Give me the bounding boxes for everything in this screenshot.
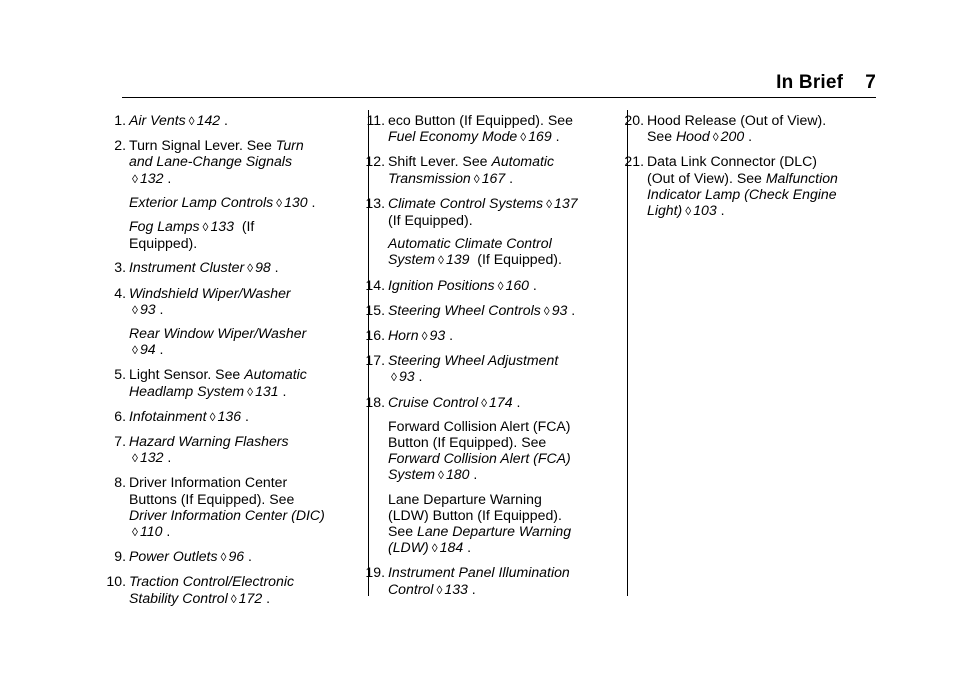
page-link[interactable]: 131 <box>255 382 279 399</box>
page-link[interactable]: 137 <box>554 194 578 211</box>
list-item: 4. Windshield Wiper/Washer ◊ 93 . Rear Window Wiper/Washer ◊ 94 . <box>114 284 307 358</box>
page-link[interactable]: 93 <box>551 301 568 318</box>
page-link[interactable]: 184 <box>439 539 464 556</box>
page-ref-icon: ◊ <box>247 384 254 399</box>
list-item: 9. Power Outlets ◊ 96 . <box>114 548 252 565</box>
ref-link[interactable]: Traction Control/Electronic <box>129 573 295 590</box>
page-ref-icon: ◊ <box>520 130 527 145</box>
page-header <box>776 72 876 94</box>
page-link[interactable]: 167 <box>481 169 506 186</box>
page-ref-icon: ◊ <box>438 468 444 483</box>
ref-link[interactable]: Malfunction <box>765 169 838 186</box>
ref-link[interactable]: Instrument Cluster <box>129 259 245 276</box>
page-link[interactable]: 110 <box>139 523 163 540</box>
list-item: 18. Cruise Control ◊ 174 . Forward Collision Alert (FCA) Button (If Equipped). See Forward Collision Alert (FCA) System ◊ 180 . Lane Departure Warning (LDW) Button (If Equipped). See Lane Departure Warning (LDW) ◊ 184 . <box>365 393 572 556</box>
column-2 <box>363 112 621 606</box>
header-rule <box>122 97 876 98</box>
page-link[interactable]: 93 <box>398 368 415 385</box>
page-link[interactable]: 94 <box>139 341 156 358</box>
list-item: 7. Hazard Warning Flashers ◊ 132 . <box>114 433 289 466</box>
column-1 <box>104 112 362 615</box>
list-item: 8. Driver Information Center Buttons (If Equipped). See Driver Information Center (DIC) ◊ 110 . <box>114 474 325 540</box>
ref-link[interactable]: Control <box>388 580 434 597</box>
list-item: 17. Steering Wheel Adjustment ◊ 93 . <box>365 352 559 385</box>
list-item: 10. Traction Control/Electronic Stability Control ◊ 172 . <box>106 573 295 606</box>
ref-link[interactable]: Cruise Control <box>388 393 479 410</box>
page-link[interactable]: 180 <box>445 466 470 483</box>
list-item: 14. Ignition Positions ◊ 160 . <box>365 276 537 293</box>
ref-link[interactable]: (LDW) <box>388 539 429 556</box>
page-ref-icon: ◊ <box>712 130 719 145</box>
ref-link[interactable]: and Lane-Change Signals <box>129 153 292 170</box>
page-link[interactable]: 93 <box>429 327 446 344</box>
ref-link[interactable]: Light) <box>647 202 683 219</box>
page-link[interactable]: 169 <box>528 128 552 145</box>
page-ref-icon: ◊ <box>481 395 488 410</box>
page-ref-icon: ◊ <box>543 303 550 318</box>
page-ref-icon: ◊ <box>391 370 397 385</box>
page-ref-icon: ◊ <box>438 253 444 268</box>
ref-link[interactable]: System <box>388 466 435 483</box>
ref-link[interactable]: Infotainment <box>129 407 207 424</box>
page-link[interactable]: 142 <box>196 112 221 128</box>
ref-link[interactable]: Instrument Panel Illumination <box>388 564 570 581</box>
page-link[interactable]: 96 <box>228 548 245 565</box>
ref-link[interactable]: Lane Departure Warning <box>417 523 572 540</box>
page-ref-icon: ◊ <box>276 195 283 210</box>
section-title: In Brief <box>776 72 844 93</box>
ref-link[interactable]: Turn <box>275 137 304 154</box>
page-number: 7 <box>865 72 876 93</box>
page-ref-icon: ◊ <box>132 525 138 540</box>
list-item: 2. Turn Signal Lever. See Turn and Lane-Change Signals ◊ 132 . Exterior Lamp Controls ◊ 130 . Fog Lamps ◊ 133 (If Equipped). <box>114 137 316 252</box>
page-link[interactable]: 103 <box>693 202 717 219</box>
page-link[interactable]: 160 <box>505 276 530 293</box>
list-item: 6. Infotainment ◊ 136 . <box>114 407 249 424</box>
page-ref-icon: ◊ <box>247 261 254 276</box>
ref-link[interactable]: Hazard Warning Flashers <box>129 433 289 450</box>
page-ref-icon: ◊ <box>436 582 443 597</box>
ref-link[interactable]: Forward Collision Alert (FCA) <box>388 450 571 467</box>
page-ref-icon: ◊ <box>209 409 216 424</box>
ref-link[interactable]: Headlamp System <box>129 382 245 399</box>
list-item: 13. Climate Control Systems ◊ 137 (If Equipped). Automatic Climate Control System ◊ 139 (If Equipped). <box>365 194 578 268</box>
page-link[interactable]: 136 <box>217 407 242 424</box>
list-item: 12. Shift Lever. See Automatic Transmission ◊ 167 . <box>365 153 555 186</box>
list-item: 1. Air Vents ◊ 142 . <box>114 112 228 128</box>
ref-link[interactable]: System <box>388 251 435 268</box>
page-ref-icon: ◊ <box>132 451 138 466</box>
ref-link[interactable]: Fog Lamps <box>129 218 200 235</box>
page-ref-icon: ◊ <box>132 343 138 358</box>
ref-link[interactable]: Stability Control <box>129 589 228 606</box>
page-ref-icon: ◊ <box>132 171 138 186</box>
page-link[interactable]: 93 <box>139 300 156 317</box>
list-item: 11. eco Button (If Equipped). See Fuel Economy Mode ◊ 169 . <box>366 112 573 145</box>
page-link[interactable]: 132 <box>139 449 164 466</box>
ref-link[interactable]: Driver Information Center (DIC) <box>129 506 325 523</box>
page-link[interactable]: 174 <box>489 393 513 410</box>
page-ref-icon: ◊ <box>473 171 480 186</box>
page-link[interactable]: 132 <box>139 169 164 186</box>
page-ref-icon: ◊ <box>202 220 209 235</box>
ref-link[interactable]: Power Outlets <box>129 548 218 565</box>
list-item: 15. Steering Wheel Controls ◊ 93 . <box>365 301 576 318</box>
list-item: 5. Light Sensor. See Automatic Headlamp System ◊ 131 . <box>114 366 307 399</box>
page-link[interactable]: 172 <box>238 589 263 606</box>
list-item: 19. Instrument Panel Illumination Control ◊ 133 . <box>365 564 570 597</box>
page-ref-icon: ◊ <box>421 329 428 344</box>
page-link[interactable]: 130 <box>284 193 308 210</box>
ref-link[interactable]: Windshield Wiper/Washer <box>129 284 291 301</box>
page-ref-icon: ◊ <box>220 550 227 565</box>
page-ref-icon: ◊ <box>132 302 138 317</box>
ref-link[interactable]: Automatic <box>244 366 307 383</box>
list-item: 3. Instrument Cluster ◊ 98 . <box>114 259 279 276</box>
ref-link[interactable]: Hood <box>676 128 710 145</box>
page-link[interactable]: 98 <box>255 259 271 276</box>
ref-link[interactable]: Fuel Economy Mode <box>388 128 518 145</box>
ref-link[interactable]: Steering Wheel Adjustment <box>388 352 559 369</box>
ref-link[interactable]: Exterior Lamp Controls <box>129 193 274 210</box>
page-ref-icon: ◊ <box>685 204 692 219</box>
ref-link[interactable]: Air Vents <box>129 112 186 128</box>
list-item: 21. Data Link Connector (DLC) (Out of View). See Malfunction Indicator Lamp (Check Engine Light) ◊ 103 . <box>624 153 838 219</box>
page-link[interactable]: 133 <box>210 218 234 235</box>
page-ref-icon: ◊ <box>431 541 438 556</box>
column-3 <box>622 112 880 227</box>
ref-link[interactable]: Automatic Climate Control <box>388 235 552 252</box>
list-item: 16. Horn ◊ 93 . <box>365 327 454 344</box>
page-ref-icon: ◊ <box>546 196 553 211</box>
ref-link[interactable]: Transmission <box>388 169 471 186</box>
ref-link[interactable]: Steering Wheel Controls <box>388 301 541 318</box>
page-ref-icon: ◊ <box>188 114 195 128</box>
list-item: 20. Hood Release (Out of View). See Hood ◊ 200 . <box>624 112 827 145</box>
page-ref-icon: ◊ <box>497 278 504 293</box>
page-link[interactable]: 139 <box>445 251 470 268</box>
page-link[interactable]: 200 <box>720 128 745 145</box>
ref-link[interactable]: Rear Window Wiper/Washer <box>129 325 307 342</box>
ref-link[interactable]: Automatic <box>491 153 555 170</box>
page-link[interactable]: 133 <box>444 580 468 597</box>
page-ref-icon: ◊ <box>230 591 237 606</box>
ref-link[interactable]: Horn <box>388 327 419 344</box>
ref-link[interactable]: Climate Control Systems <box>388 194 544 211</box>
ref-link[interactable]: Indicator Lamp (Check Engine <box>647 185 837 202</box>
ref-link[interactable]: Ignition Positions <box>388 276 495 293</box>
